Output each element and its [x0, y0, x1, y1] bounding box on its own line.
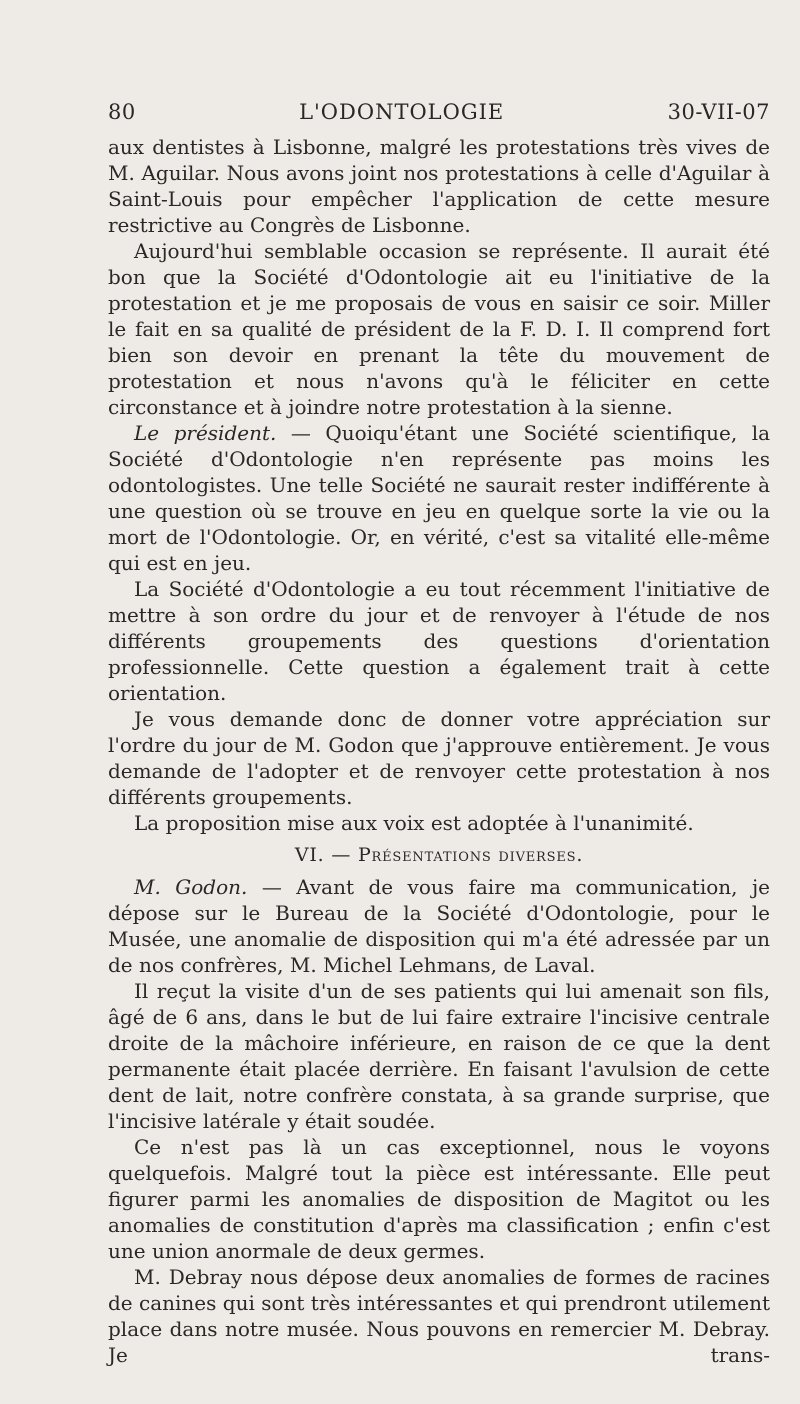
section-number: VI. — [294, 844, 325, 866]
issue-date: 30-VII-07 — [667, 100, 770, 124]
paragraph: M. Debray nous dépose deux anomalies de formes de racines de canines qui sont très intéressantes et qui prendront utilement place dans notre musée. Nous pouvons en remercier M. Debray. Je trans- — [108, 1265, 770, 1367]
section-title: — Présentations diverses. — [331, 844, 584, 866]
section-heading — [108, 844, 770, 866]
speaker-name: M. Godon. — [134, 875, 248, 899]
running-header — [108, 100, 770, 124]
journal-title: L'ODONTOLOGIE — [299, 100, 505, 124]
paragraph: Ce n'est pas là un cas exceptionnel, nous le voyons quelquefois. Malgré tout la pièce est intéressante. Elle peut figurer parmi les anomalies de disposition de Magitot ou les anomalies de constitution d'après ma classification ; enfin c'est une union anormale de deux germes. — [108, 1135, 770, 1263]
paragraph: Je vous demande donc de donner votre appréciation sur l'ordre du jour de M. Godon que j'approuve entièrement. Je vous demande de l'adopter et de renvoyer cette protestation à nos différents groupements. — [108, 707, 770, 809]
page-body — [108, 134, 770, 1368]
paragraph: Le président. — Quoiqu'étant une Société scientifique, la Société d'Odontologie n'en représente pas moins les odontologistes. Une telle Société ne saurait rester indifférente à une question où se trouve en jeu en quelque sorte la vie ou la mort de l'Odontologie. Or, en vérité, c'est sa vitalité elle-même qui est en jeu. — [108, 421, 771, 575]
paragraph: La proposition mise aux voix est adoptée à l'unanimité. — [134, 811, 694, 835]
paragraph: Il reçut la visite d'un de ses patients qui lui amenait son fils, âgé de 6 ans, dans le but de lui faire extraire l'incisive centrale droite de la mâchoire inférieure, en raison de ce que la dent permanente était placée derrière. En faisant l'avulsion de cette dent de lait, notre confrère constata, à sa grande surprise, que l'incisive latérale y était soudée. — [108, 979, 770, 1133]
paragraph: Aujourd'hui semblable occasion se représente. Il aurait été bon que la Société d'Odontologie ait eu l'initiative de la protestation et je me proposais de vous en saisir ce soir. Miller le fait en sa qualité de président de la F. D. I. Il comprend fort bien son devoir en prenant la tête du mouvement de protestation et nous n'avons qu'à le féliciter en cette circonstance et à joindre notre protestation à la sienne. — [108, 239, 770, 419]
page-number: 80 — [108, 100, 136, 124]
paragraph: M. Godon. — Avant de vous faire ma communication, je dépose sur le Bureau de la Société d'Odontologie, pour le Musée, une anomalie de disposition qui m'a été adressée par un de nos confrères, M. Michel Lehmans, de Laval. — [108, 875, 770, 977]
paragraph: La Société d'Odontologie a eu tout récemment l'initiative de mettre à son ordre du jour et de renvoyer à l'étude de nos différents groupements des questions d'orientation professionnelle. Cette question a également trait à cette orientation. — [108, 577, 770, 705]
paragraph: aux dentistes à Lisbonne, malgré les protestations très vives de M. Aguilar. Nous avons joint nos protestations à celle d'Aguilar à Saint-Louis pour empêcher l'application de cette mesure restrictive au Congrès de Lisbonne. — [108, 135, 770, 237]
speaker-name: Le président. — [134, 421, 277, 445]
